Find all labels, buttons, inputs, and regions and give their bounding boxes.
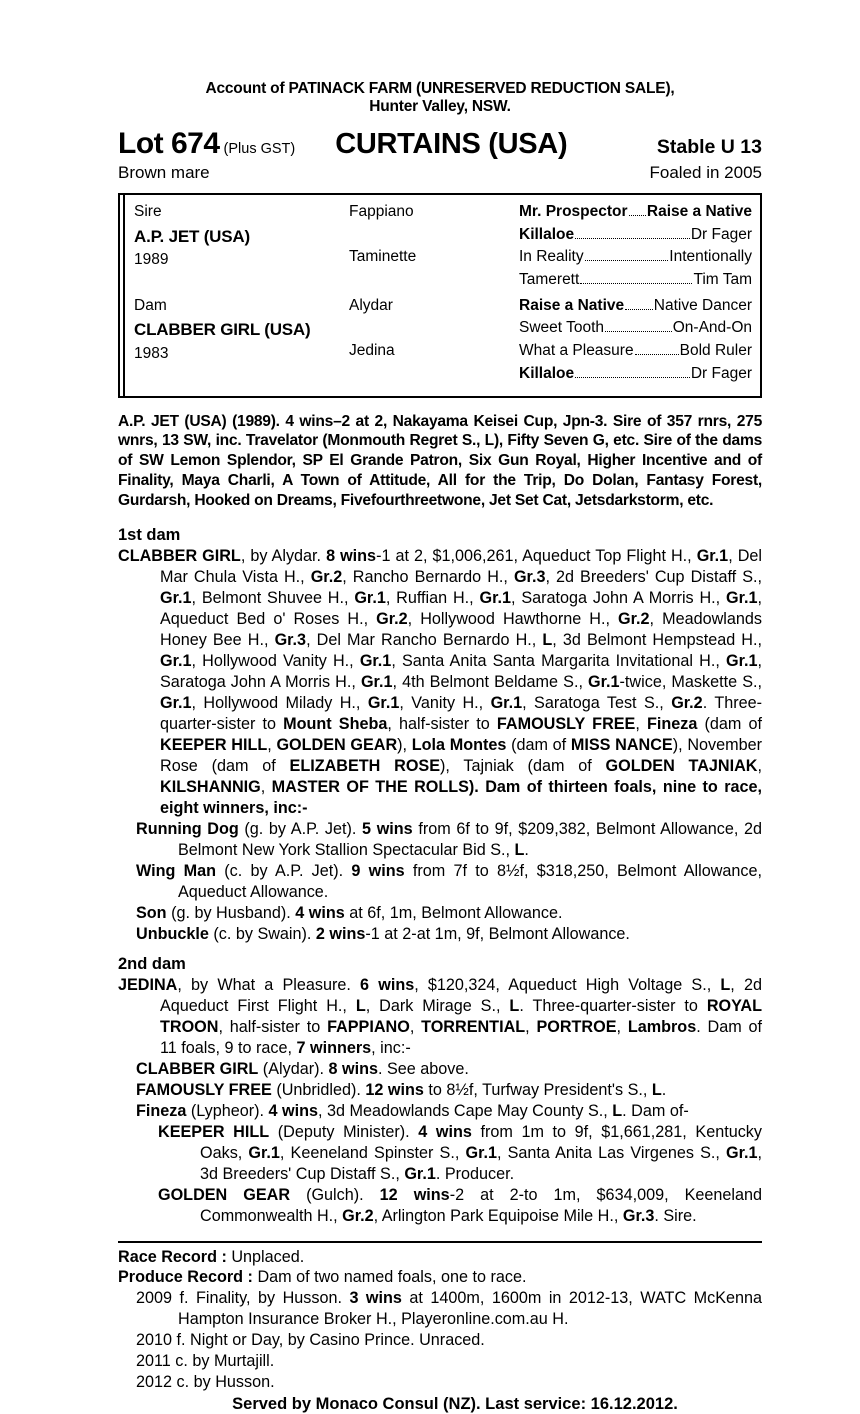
produce-foal-item: 2010 f. Night or Day, by Casino Prince. Unraced.: [136, 1331, 485, 1350]
served-by-note: Served by Monaco Consul (NZ). Last service: 16.12.2012.: [232, 1395, 678, 1414]
pedigree-sire-col: [134, 201, 349, 295]
pedigree-sire-parents-col: [349, 201, 519, 295]
produce-foal-item: 2009 f. Finality, by Husson. 3 wins at 1400m, 1600m in 2012-13, WATC McKenna Hampton Insurance Broker H., Playeronline.com.au H.: [136, 1289, 762, 1329]
gp-left: Sweet Tooth: [519, 319, 605, 337]
dam-year: 1983: [134, 344, 169, 362]
first-dam-progeny-item: Wing Man (c. by A.P. Jet). 9 wins from 7f to 8½f, $318,250, Belmont Allowance, Aqueduct Allowance.: [136, 862, 763, 901]
pedigree-leader-row: [519, 317, 752, 340]
produce-record-value: Dam of two named foals, one to race.: [257, 1268, 527, 1287]
gp-right: Dr Fager: [690, 365, 752, 383]
pedigree-leader-row: [519, 224, 752, 247]
second-dam-progeny-item: CLABBER GIRL (Alydar). 8 wins. See above.: [136, 1059, 469, 1078]
account-line-2: Hunter Valley, NSW.: [369, 98, 511, 116]
pedigree-dam-block: [134, 295, 752, 389]
dam-dam-name: Jedina: [349, 342, 395, 360]
second-dam-progeny-item: FAMOUSLY FREE (Unbridled). 12 wins to 8½f, Turfway President's S., L.: [136, 1080, 667, 1099]
account-line-1: Account of PATINACK FARM (UNRESERVED REDUCTION SALE),: [205, 80, 675, 97]
first-dam-progeny-item: Son (g. by Husband). 4 wins at 6f, 1m, Belmont Allowance.: [136, 903, 563, 922]
first-dam-progeny-item: Running Dog (g. by A.P. Jet). 5 wins from 6f to 9f, $209,382, Belmont Allowance, 2d Belmont New York Stallion Spectacular Bid S., L.: [136, 820, 762, 860]
second-dam-progeny-item: KEEPER HILL (Deputy Minister). 4 wins from 1m to 9f, $1,661,281, Kentucky Oaks, Gr.1, Keeneland Spinster S., Gr.1, Santa Anita Las Virgenes S., Gr.1, 3d Breeders' Cup Distaff S., Gr.1. Producer.: [158, 1122, 762, 1183]
gst-note: (Plus GST): [223, 140, 296, 157]
sire-role-label: Sire: [134, 202, 162, 220]
gp-left: What a Pleasure: [519, 342, 634, 360]
leader-dots: [605, 331, 672, 332]
sire-year: 1989: [134, 250, 169, 268]
sire-name: A.P. JET (USA): [134, 226, 250, 246]
horse-subtitle-row: [118, 163, 762, 183]
sire-dam-name: Taminette: [349, 248, 417, 266]
dam-role-label: Dam: [134, 296, 167, 314]
gp-right: Dr Fager: [690, 225, 752, 243]
records-divider: [118, 1241, 762, 1243]
stable-location: Stable U 13: [656, 135, 762, 158]
horse-name: CURTAINS (USA): [335, 127, 568, 160]
first-dam-heading: 1st dam: [118, 526, 181, 545]
race-record-row: [118, 1247, 762, 1268]
leader-dots: [580, 283, 692, 284]
account-heading: [118, 80, 762, 117]
leader-dots: [575, 238, 690, 239]
gp-right: Intentionally: [669, 248, 752, 266]
pedigree-leader-row: [519, 246, 752, 269]
produce-record-row: [118, 1267, 762, 1288]
pedigree-dam-parents-col: [349, 295, 519, 389]
produce-record-label: Produce Record :: [118, 1268, 253, 1287]
pedigree-leader-row: [519, 201, 752, 224]
second-dam-heading: 2nd dam: [118, 954, 186, 973]
pedigree-table: [118, 193, 762, 398]
gp-right: Raise a Native: [646, 202, 752, 220]
leader-dots: [625, 309, 653, 310]
leader-dots: [575, 377, 690, 378]
lot-title-row: [118, 127, 762, 161]
gp-left: Killaloe: [519, 365, 575, 383]
pedigree-leader-row: [519, 340, 752, 363]
lot-number: Lot 674: [118, 126, 220, 160]
leader-dots: [585, 260, 669, 261]
gp-left: Killaloe: [519, 225, 575, 243]
gp-right: Bold Ruler: [679, 342, 752, 360]
second-dam-progeny-item: Fineza (Lypheor). 4 wins, 3d Meadowlands Cape May County S., L. Dam of-: [136, 1101, 689, 1120]
pedigree-dam-grandparents-col: [519, 295, 752, 389]
foaled-year: Foaled in 2005: [649, 162, 762, 182]
sire-sire-name: Fappiano: [349, 202, 414, 220]
leader-dots: [635, 354, 679, 355]
dam-name: CLABBER GIRL (USA): [134, 320, 311, 340]
second-dam-description: JEDINA, by What a Pleasure. 6 wins, $120,324, Aqueduct High Voltage S., L, 2d Aqueduct First Flight H., L, Dark Mirage S., L. Three-quarter-sister to ROYAL TROON, half-sister to FAPPIANO, TORRENTIAL, PORTROE, Lambros. Dam of 11 foals, 9 to race, 7 winners, inc:-: [118, 975, 763, 1057]
first-dam-description: CLABBER GIRL, by Alydar. 8 wins-1 at 2, $1,006,261, Aqueduct Top Flight H., Gr.1, Del Mar Chula Vista H., Gr.2, Rancho Bernardo H., Gr.3, 2d Breeders' Cup Distaff S., Gr.1, Belmont Shuvee H., Gr.1, Ruffian H., Gr.1, Saratoga John A Morris H., Gr.1, Aqueduct Bed o' Roses H., Gr.2, Hollywood Hawthorne H., Gr.2, Meadowlands Honey Bee H., Gr.3, Del Mar Rancho Bernardo H., L, 3d Belmont Hempstead H., Gr.1, Hollywood Vanity H., Gr.1, Santa Anita Santa Margarita Invitational H., Gr.1, Saratoga John A Morris H., Gr.1, 4th Belmont Beldame S., Gr.1-twice, Maskette S., Gr.1, Hollywood Milady H., Gr.1, Vanity H., Gr.1, Saratoga Test S., Gr.2. Three-quarter-sister to Mount Sheba, half-sister to FAMOUSLY FREE, Fineza (dam of KEEPER HILL, GOLDEN GEAR), Lola Montes (dam of MISS NANCE), November Rose (dam of ELIZABETH ROSE), Tajniak (dam of GOLDEN TAJNIAK, KILSHANNIG, MASTER OF THE ROLLS). Dam of thirteen foals, nine to race, eight winners, inc:-: [118, 547, 763, 818]
first-dam-progeny-item: Unbuckle (c. by Swain). 2 wins-1 at 2-at 1m, 9f, Belmont Allowance.: [136, 924, 630, 943]
pedigree-dam-col: [134, 295, 349, 389]
pedigree-leader-row: [519, 363, 752, 386]
race-record-label: Race Record :: [118, 1247, 227, 1266]
produce-foal-item: 2012 c. by Husson.: [136, 1373, 275, 1392]
colour-and-sex: Brown mare: [118, 162, 210, 182]
gp-left: Tamerett: [519, 271, 580, 289]
pedigree-leader-row: [519, 269, 752, 292]
pedigree-sire-block: [134, 201, 752, 295]
pedigree-sire-grandparents-col: [519, 201, 752, 295]
pedigree-leader-row: [519, 295, 752, 318]
gp-left: Mr. Prospector: [519, 202, 628, 220]
gp-right: Native Dancer: [653, 296, 752, 314]
second-dam-progeny-item: GOLDEN GEAR (Gulch). 12 wins-2 at 2-to 1m, $634,009, Keeneland Commonwealth H., Gr.2, Arlington Park Equipoise Mile H., Gr.3. Sire.: [158, 1185, 763, 1225]
gp-left: In Reality: [519, 248, 584, 266]
sire-summary: A.P. JET (USA) (1989). 4 wins–2 at 2, Nakayama Keisei Cup, Jpn-3. Sire of 357 rnrs, 275 wnrs, 13 SW, inc. Travelator (Monmouth Regret S., L), Fifty Seven G, etc. Sire of the dams of SW Lemon Splendor, SP El Grande Patron, Six Gun Royal, Higher Incentive and of Finality, Maya Charli, A Town of Attitude, All for the Trip, Do Dolan, Fantasy Forest, Gurdarsh, Hooked on Dreams, Fivefourthreetwone, Jet Set Cat, Jetsdarkstorm, etc.: [118, 412, 762, 509]
race-record-value: Unplaced.: [231, 1247, 305, 1266]
gp-left: Raise a Native: [519, 296, 625, 314]
dam-sire-name: Alydar: [349, 296, 393, 314]
gp-right: On-And-On: [672, 319, 752, 337]
gp-right: Tim Tam: [693, 271, 752, 289]
leader-dots: [629, 215, 646, 216]
produce-foal-item: 2011 c. by Murtajill.: [136, 1352, 275, 1371]
